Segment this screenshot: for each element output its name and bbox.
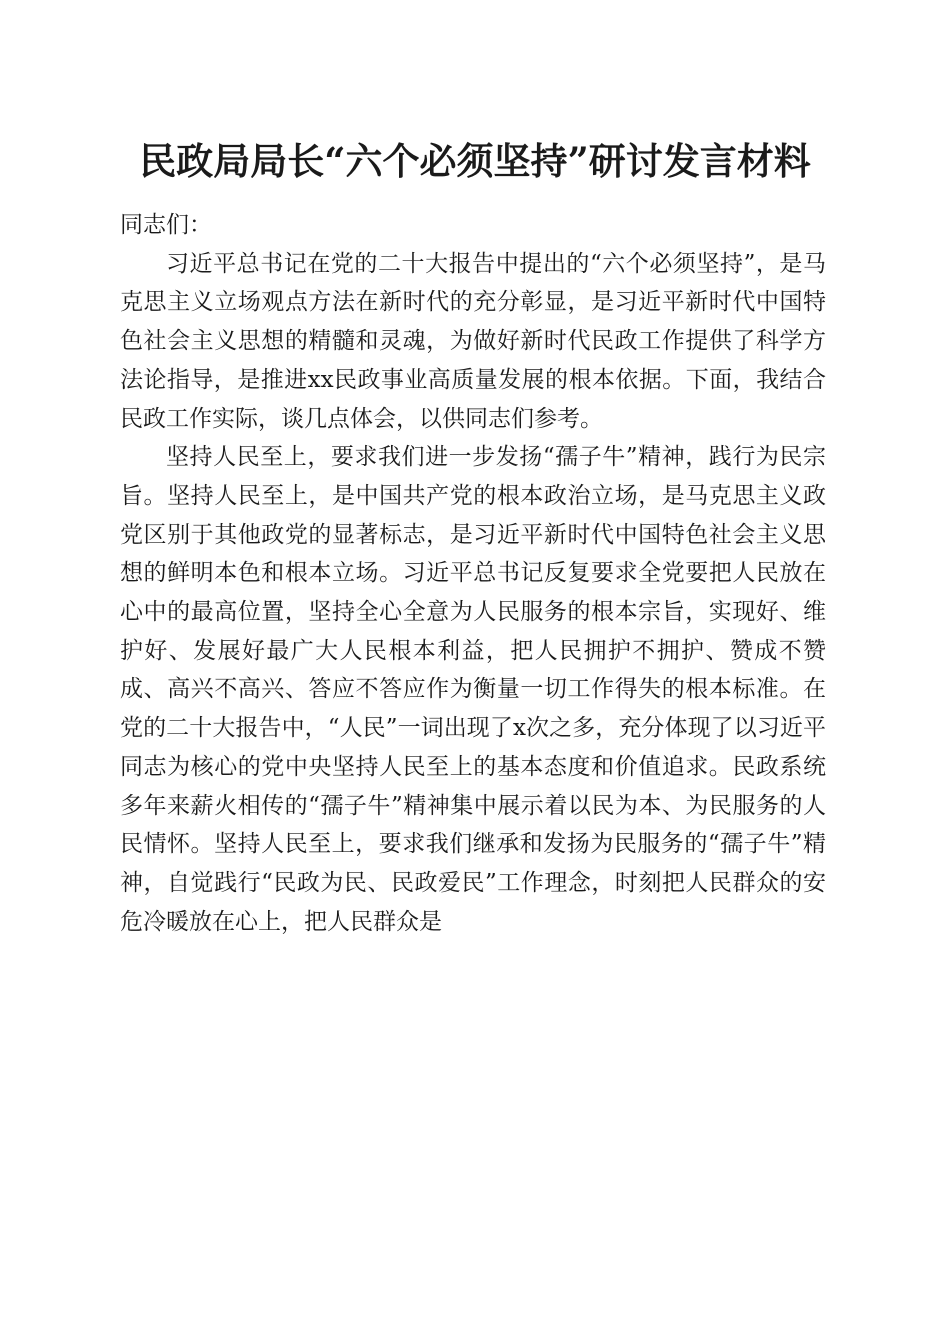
paragraph-intro: 习近平总书记在党的二十大报告中提出的“六个必须坚持”，是马克思主义立场观点方法在新时代的充分彰显，是习近平新时代中国特色社会主义思想的精髓和灵魂，为做好新时代民政工作提供了科学方法论指导，是推进xx民政事业高质量发展的根本依据。下面，我结合民政工作实际，谈几点体会，以供同志们参考。 (120, 250, 826, 432)
document-title: 民政局局长“六个必须坚持”研讨发言材料 (139, 139, 811, 183)
paragraph-people-first: 坚持人民至上，要求我们进一步发扬“孺子牛”精神，践行为民宗旨。坚持人民至上，是中国共产党的根本政治立场，是马克思主义政党区别于其他政党的显著标志，是习近平新时代中国特色社会主义思想的鲜明本色和根本立场。习近平总书记反复要求全党要把人民放在心中的最高位置，坚持全心全意为人民服务的根本宗旨，实现好、维护好、发展好最广大人民根本利益，把人民拥护不拥护、赞成不赞成、高兴不高兴、答应不答应作为衡量一切工作得失的根本标准。在党的二十大报告中，“人民”一词出现了x次之多，充分体现了以习近平同志为核心的党中央坚持人民至上的基本态度和价值追求。民政系统多年来薪火相传的“孺子牛”精神集中展示着以民为本、为民服务的人民情怀。坚持人民至上，要求我们继承和发扬为民服务的“孺子牛”精神，自觉践行“民政为民、民政爱民”工作理念，时刻把人民群众的安危冷暖放在心上，把人民群众是 (120, 444, 826, 935)
salutation: 同志们： (120, 212, 212, 238)
document-body (120, 206, 826, 941)
